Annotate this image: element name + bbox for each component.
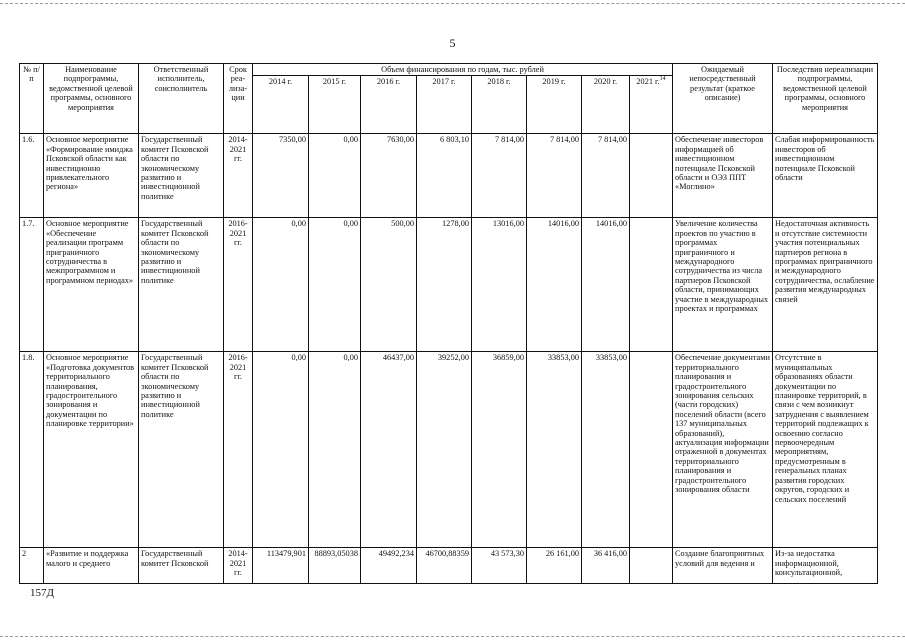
value-2016: 49492,234 — [361, 548, 417, 584]
row-num: 1.8. — [20, 352, 44, 548]
row-name: Основное мероприятие «Обеспечение реализации программ приграничного сотрудничества в межпрограммном и программном периодах» — [44, 218, 139, 352]
table-row — [20, 218, 878, 352]
financing-table — [19, 63, 878, 584]
year-2020: 2020 г. — [582, 76, 630, 134]
year-2018: 2018 г. — [472, 76, 527, 134]
header-executor: Ответственный исполнитель, соисполнитель — [139, 64, 224, 134]
row-name: Основное мероприятие «Подготовка документов территориального планирования, градостроительного зонирования и документации по планировке территории» — [44, 352, 139, 548]
header-row-top — [20, 64, 878, 76]
value-2021 — [630, 218, 673, 352]
value-2014: 113479,901 — [253, 548, 309, 584]
header-financing: Объем финансирования по годам, тыс. рублей — [253, 64, 673, 76]
value-2018: 7 814,00 — [472, 134, 527, 218]
row-term: 2014-2021 гг. — [224, 548, 253, 584]
value-2014: 0,00 — [253, 352, 309, 548]
value-2016: 46437,00 — [361, 352, 417, 548]
value-2014: 0,00 — [253, 218, 309, 352]
header-term: Срок реа- лиза- ции — [224, 64, 253, 134]
header-result: Ожидаемый непосредственный результат (краткое описание) — [673, 64, 773, 134]
year-2014: 2014 г. — [253, 76, 309, 134]
value-2017: 6 803,10 — [417, 134, 472, 218]
row-result: Обеспечение документами территориального планирования и градостроительного зонирования сельских (части городских) поселений области (всего 137 муниципальных образований), актуализация информации отраженной в документах территориального планирования и градостроительного зонирования области — [673, 352, 773, 548]
row-result: Увеличение количества проектов по участию в программах приграничного и международного сотрудничества из числа партнеров Псковской области, принимающих участие в международных проектах и программах — [673, 218, 773, 352]
value-2021 — [630, 352, 673, 548]
value-2015: 0,00 — [309, 218, 361, 352]
row-consequences: Отсутствие в муниципальных образованиях области документации по планировке территорий, в связи с чем возникнут затруднения с выявлением территорий подлежащих к освоению согласно первоочередным мероприятиям, предусмотренным в генеральных планах развития городских округов, городских и сельских поселений — [773, 352, 878, 548]
table-row — [20, 548, 878, 584]
value-2020: 7 814,00 — [582, 134, 630, 218]
table-row — [20, 352, 878, 548]
row-consequences: Из-за недостатка информационной, консультационной, — [773, 548, 878, 584]
value-2018: 36859,00 — [472, 352, 527, 548]
value-2014: 7350,00 — [253, 134, 309, 218]
row-consequences: Слабая информированность инвесторов об инвестиционном потенциале Псковской области — [773, 134, 878, 218]
value-2019: 14016,00 — [527, 218, 582, 352]
row-term: 2016-2021 гг. — [224, 352, 253, 548]
scan-edge-top — [0, 3, 905, 4]
value-2017: 46700,88359 — [417, 548, 472, 584]
year-2021 — [630, 76, 673, 134]
row-result: Обеспечение инвесторов информацией об инвестиционном потенциале Псковской области и ОЭЗ ППТ «Моглино» — [673, 134, 773, 218]
value-2021 — [630, 134, 673, 218]
value-2018: 43 573,30 — [472, 548, 527, 584]
row-num: 2 — [20, 548, 44, 584]
row-executor: Государственный комитет Псковской — [139, 548, 224, 584]
value-2016: 500,00 — [361, 218, 417, 352]
value-2017: 39252,00 — [417, 352, 472, 548]
row-term: 2014-2021 гг. — [224, 134, 253, 218]
value-2015: 88893,05038 — [309, 548, 361, 584]
table-row — [20, 134, 878, 218]
year-2016: 2016 г. — [361, 76, 417, 134]
footnote-mark: 14 — [659, 76, 666, 83]
year-2015: 2015 г. — [309, 76, 361, 134]
row-num: 1.6. — [20, 134, 44, 218]
value-2019: 33853,00 — [527, 352, 582, 548]
row-result: Создание благоприятных условий для ведения и — [673, 548, 773, 584]
year-2017: 2017 г. — [417, 76, 472, 134]
header-num: № п/п — [20, 64, 44, 134]
page-number: 5 — [449, 36, 456, 50]
value-2020: 36 416,00 — [582, 548, 630, 584]
header-consequences: Последствия нереализации подпрограммы, ведомственной целевой программы, основного мероприятия — [773, 64, 878, 134]
value-2015: 0,00 — [309, 352, 361, 548]
value-2019: 7 814,00 — [527, 134, 582, 218]
scan-edge-bottom — [0, 636, 905, 637]
footer-code: 157Д — [30, 587, 55, 599]
value-2018: 13016,00 — [472, 218, 527, 352]
value-2019: 26 161,00 — [527, 548, 582, 584]
value-2020: 14016,00 — [582, 218, 630, 352]
year-2021-label: 2021 г. — [636, 77, 660, 87]
row-executor: Государственный комитет Псковской области по экономическому развитию и инвестиционной политике — [139, 134, 224, 218]
row-consequences: Недостаточная активность и отсутствие системности участия потенциальных партнеров региона в программах приграничного и международного сотрудничества, ослабление развития международных связей — [773, 218, 878, 352]
value-2020: 33853,00 — [582, 352, 630, 548]
row-num: 1.7. — [20, 218, 44, 352]
row-term: 2016-2021 гг. — [224, 218, 253, 352]
value-2021 — [630, 548, 673, 584]
row-name: Основное мероприятие «Формирование имиджа Псковской области как инвестиционно привлекательного региона» — [44, 134, 139, 218]
value-2017: 1278,00 — [417, 218, 472, 352]
row-executor: Государственный комитет Псковской области по экономическому развитию и инвестиционной политике — [139, 218, 224, 352]
year-2019: 2019 г. — [527, 76, 582, 134]
row-name: «Развитие и поддержка малого и среднего — [44, 548, 139, 584]
value-2016: 7630,00 — [361, 134, 417, 218]
row-executor: Государственный комитет Псковской области по экономическому развитию и инвестиционной политике — [139, 352, 224, 548]
header-name: Наименование подпрограммы, ведомственной целевой программы, основного мероприятия — [44, 64, 139, 134]
value-2015: 0,00 — [309, 134, 361, 218]
